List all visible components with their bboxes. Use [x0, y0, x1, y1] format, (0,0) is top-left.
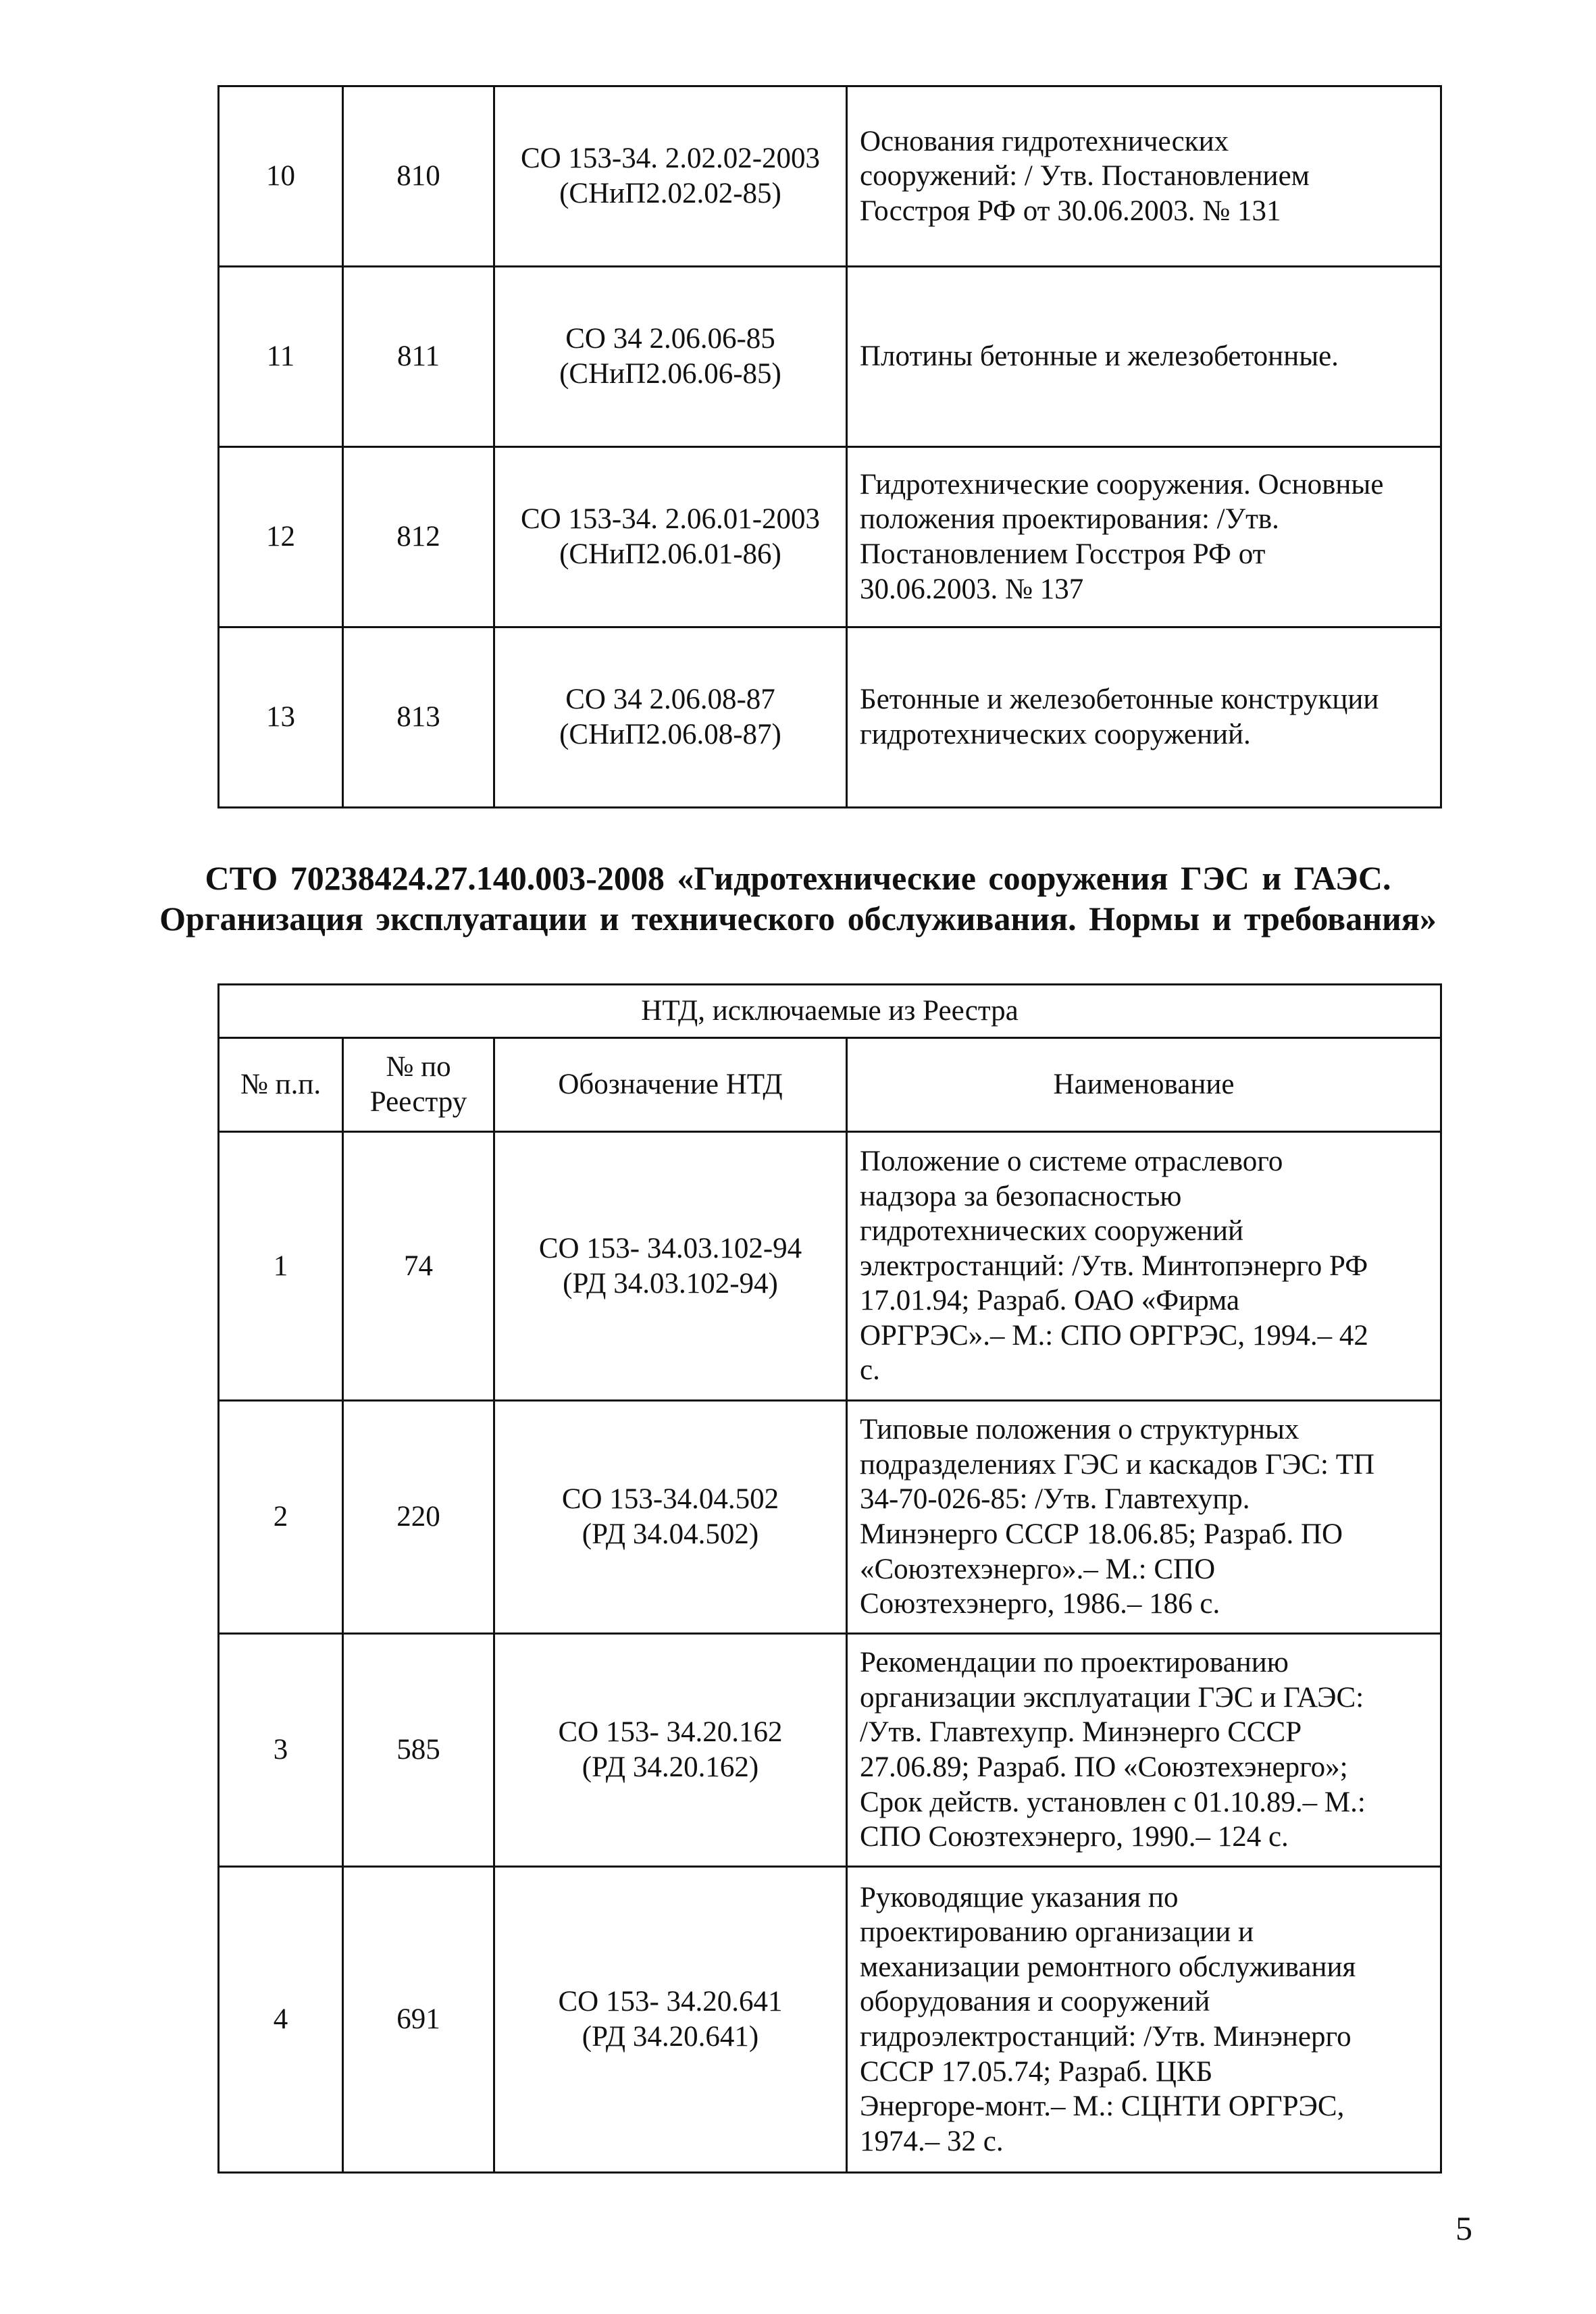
- table-caption: НТД, исключаемые из Реестра: [219, 985, 1441, 1038]
- row-number: 3: [219, 1634, 343, 1867]
- registry-number: 813: [343, 627, 494, 808]
- document-title: Типовые положения о структурных подразделениях ГЭС и каскадов ГЭС: ТП 34-70-026-85: /Утв. Главтехупр. Минэнерго СССР 18.06.85; Разраб. ПО «Союзтехэнерго».– М.: СПО Союзтехэнерго, 1986.– 186 с.: [847, 1401, 1441, 1634]
- table-row: [219, 1867, 1441, 2173]
- registry-number: 812: [343, 447, 494, 627]
- document-title: Рекомендации по проектированию организации эксплуатации ГЭС и ГАЭС: /Утв. Главтехупр. Минэнерго СССР 27.06.89; Разраб. ПО «Союзтехэнерго»; Срок действ. установлен с 01.10.89.– М.: СПО Союзтехэнерго, 1990.– 124 с.: [847, 1634, 1441, 1867]
- registry-number: 220: [343, 1401, 494, 1634]
- table-row: [219, 627, 1441, 808]
- standard-heading: СТО 70238424.27.140.003-2008 «Гидротехнические сооружения ГЭС и ГАЭС. Организация эксплуатации и технического обслуживания. Нормы и требования»: [159, 859, 1437, 937]
- table-row: [219, 1132, 1441, 1401]
- document-title: Положение о системе отраслевого надзора за безопасностью гидротехнических сооружений электростанций: /Утв. Минтопэнерго РФ 17.01.94; Разраб. ОАО «Фирма ОРГРЭС».– М.: СПО ОРГРЭС, 1994.– 42 с.: [847, 1132, 1441, 1401]
- registry-number: 691: [343, 1867, 494, 2173]
- document-code: СО 34 2.06.06-85 (СНиП2.06.06-85): [494, 267, 847, 447]
- document-code: СО 153- 34.20.162 (РД 34.20.162): [494, 1634, 847, 1867]
- table-row: [219, 267, 1441, 447]
- registry-number: 74: [343, 1132, 494, 1401]
- page-number: 5: [1456, 2209, 1472, 2247]
- row-number: 11: [219, 267, 343, 447]
- table-caption-row: [219, 985, 1441, 1038]
- document-title: Бетонные и железобетонные конструкции гидротехнических сооружений.: [847, 627, 1441, 808]
- registry-number: 811: [343, 267, 494, 447]
- header-row-number: № п.п.: [219, 1038, 343, 1132]
- registry-number: 585: [343, 1634, 494, 1867]
- row-number: 1: [219, 1132, 343, 1401]
- document-code: СО 153-34.04.502 (РД 34.04.502): [494, 1401, 847, 1634]
- table-row: [219, 1401, 1441, 1634]
- document-title: Руководящие указания по проектированию организации и механизации ремонтного обслуживания оборудования и сооружений гидроэлектростанций: /Утв. Минэнерго СССР 17.05.74; Разраб. ЦКБ Энергоре-монт.– М.: СЦНТИ ОРГРЭС, 1974.– 32 с.: [847, 1867, 1441, 2173]
- header-document-title: Наименование: [847, 1038, 1441, 1132]
- document-title: Плотины бетонные и железобетонные.: [847, 267, 1441, 447]
- row-number: 13: [219, 627, 343, 808]
- document-code: СО 153- 34.03.102-94 (РД 34.03.102-94): [494, 1132, 847, 1401]
- row-number: 12: [219, 447, 343, 627]
- row-number: 4: [219, 1867, 343, 2173]
- table-row: [219, 86, 1441, 267]
- table-row: [219, 1634, 1441, 1867]
- document-code: СО 34 2.06.08-87 (СНиП2.06.08-87): [494, 627, 847, 808]
- document-code: СО 153-34. 2.02.02-2003 (СНиП2.02.02-85): [494, 86, 847, 267]
- registry-table-continued: [217, 85, 1442, 808]
- document-code: СО 153- 34.20.641 (РД 34.20.641): [494, 1867, 847, 2173]
- document-code: СО 153-34. 2.06.01-2003 (СНиП2.06.01-86): [494, 447, 847, 627]
- document-title: Гидротехнические сооружения. Основные положения проектирования: /Утв. Постановлением Госстроя РФ от 30.06.2003. № 137: [847, 447, 1441, 627]
- registry-number: 810: [343, 86, 494, 267]
- excluded-documents-table: [217, 983, 1442, 2174]
- header-document-code: Обозначение НТД: [494, 1038, 847, 1132]
- row-number: 10: [219, 86, 343, 267]
- table-header-row: [219, 1038, 1441, 1132]
- table-row: [219, 447, 1441, 627]
- header-registry-number: № по Реестру: [343, 1038, 494, 1132]
- row-number: 2: [219, 1401, 343, 1634]
- document-title: Основания гидротехнических сооружений: / Утв. Постановлением Госстроя РФ от 30.06.2003. № 131: [847, 86, 1441, 267]
